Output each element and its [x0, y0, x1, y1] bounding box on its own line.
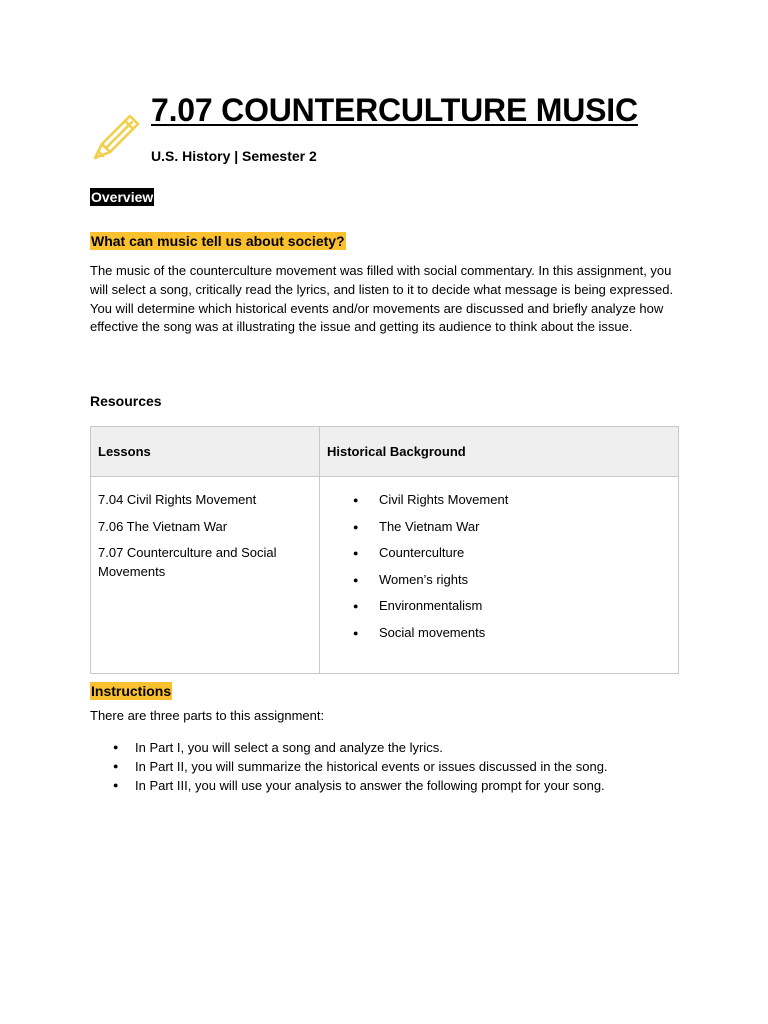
- overview-question: What can music tell us about society?: [91, 233, 345, 249]
- page-title: 7.07 COUNTERCULTURE MUSIC: [151, 92, 638, 128]
- instructions-list: [90, 738, 608, 796]
- background-cell: [320, 477, 679, 674]
- list-item: ● Civil Rights Movement: [353, 491, 671, 509]
- instructions-heading: Instructions: [91, 683, 172, 699]
- lesson-item: 7.06 The Vietnam War: [98, 518, 228, 534]
- list-item: ● Social movements: [353, 624, 671, 642]
- lesson-item: 7.07 Counterculture and Social Movements: [98, 545, 277, 579]
- background-list: [327, 491, 671, 642]
- table-header-row: [91, 427, 679, 477]
- pencil-icon: [88, 104, 144, 162]
- instructions-intro: There are three parts to this assignment:: [90, 708, 325, 723]
- resources-table: [90, 426, 679, 674]
- list-item: ● Women’s rights: [353, 571, 671, 589]
- lesson-item: 7.04 Civil Rights Movement: [98, 492, 257, 507]
- list-item: ● In Part III, you will use your analysis to answer the following prompt for your song.: [90, 776, 608, 795]
- column-header-lessons: Lessons: [91, 427, 320, 477]
- overview-paragraph: The music of the counterculture movement was filled with social commentary. In this assignment, you will select a song, critically read the lyrics, and listen to it to decide what message is being expressed. You will determine which historical events and/or movements are discussed and briefly analyze how effective the song was at illustrating the issue and getting its audience to think about the issue.: [90, 263, 674, 335]
- list-item: ● Counterculture: [353, 544, 671, 562]
- list-item: ● In Part II, you will summarize the historical events or issues discussed in the song.: [90, 757, 608, 776]
- list-item: ● Environmentalism: [353, 597, 671, 615]
- course-subtitle: U.S. History | Semester 2: [151, 148, 317, 164]
- overview-heading: Overview: [91, 189, 154, 205]
- table-row: [91, 477, 679, 674]
- lessons-cell: [91, 477, 320, 674]
- resources-heading: Resources: [90, 393, 162, 409]
- list-item: ● The Vietnam War: [353, 518, 671, 536]
- list-item: ● In Part I, you will select a song and analyze the lyrics.: [90, 738, 608, 757]
- column-header-historical-background: Historical Background: [320, 427, 679, 477]
